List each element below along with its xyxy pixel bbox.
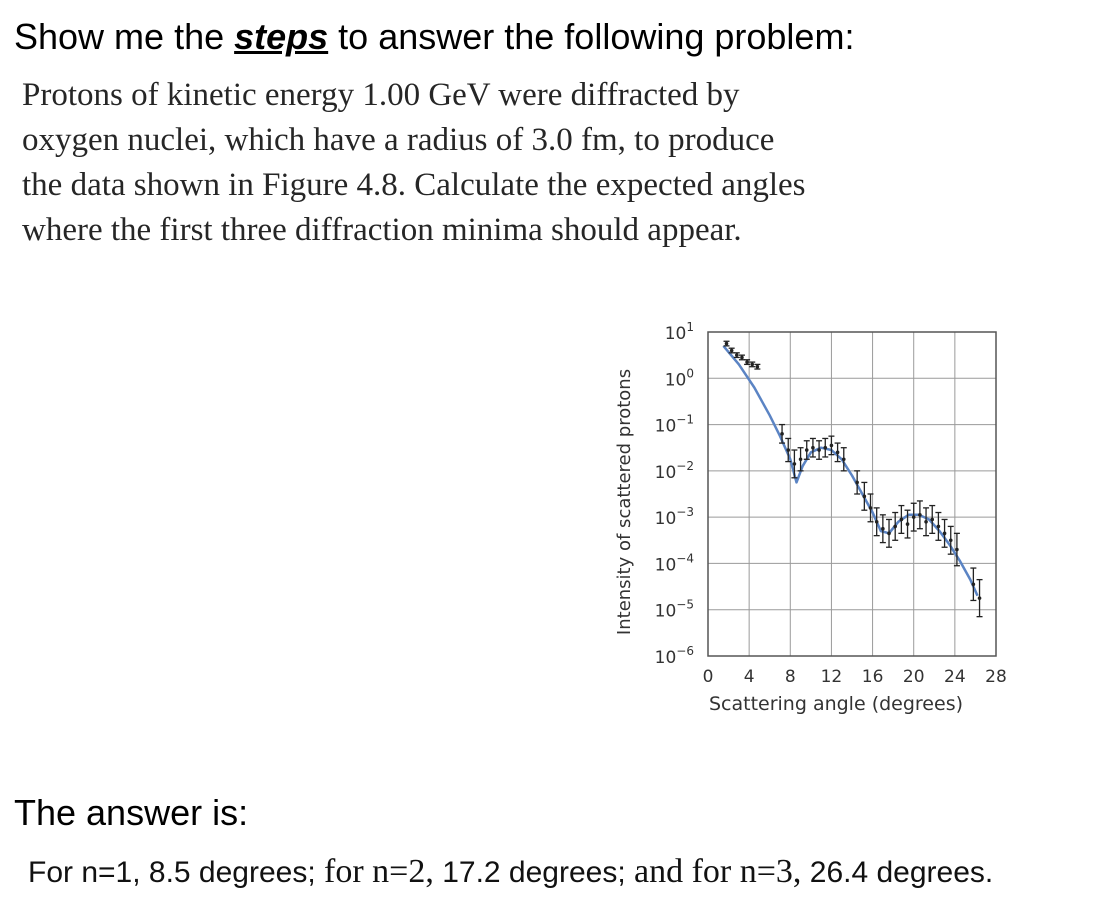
y-tick-label: $10^{-4}$ xyxy=(654,551,694,576)
prompt-heading xyxy=(14,12,854,62)
problem-line: the data shown in Figure 4.8. Calculate the expected angles xyxy=(22,167,806,203)
x-axis-label: Scattering angle (degrees) xyxy=(708,693,964,715)
x-tick-label: 16 xyxy=(861,667,884,687)
y-axis-label: Intensity of scattered protons xyxy=(614,368,635,636)
data-point xyxy=(855,481,859,485)
problem-line: oxygen nuclei, which have a radius of 3.0 fm, to produce xyxy=(22,122,775,158)
y-tick-label: $10^1$ xyxy=(664,320,694,344)
problem-line: Protons of kinetic energy 1.00 GeV were diffracted by xyxy=(22,77,740,113)
data-point xyxy=(930,518,934,522)
x-tick-label: 4 xyxy=(743,667,755,687)
data-point xyxy=(955,548,959,552)
data-point xyxy=(817,448,821,452)
x-tick-label: 28 xyxy=(985,667,1007,687)
x-tick-label: 24 xyxy=(944,667,966,687)
data-point xyxy=(918,513,922,517)
y-tick-label: $10^{-2}$ xyxy=(654,458,694,483)
y-tick-label: $10^{-3}$ xyxy=(654,505,694,530)
data-point xyxy=(730,349,734,353)
data-point xyxy=(811,446,815,450)
data-point xyxy=(780,432,784,436)
data-point xyxy=(836,451,840,455)
data-point xyxy=(756,365,760,369)
data-point xyxy=(881,527,885,531)
data-point xyxy=(869,506,873,510)
data-point xyxy=(842,457,846,461)
prompt-prefix: Show me the xyxy=(14,16,235,57)
data-point xyxy=(893,525,897,529)
x-tick-label: 8 xyxy=(784,667,796,687)
diffraction-chart xyxy=(600,318,1020,718)
data-point xyxy=(823,446,827,450)
data-point xyxy=(875,520,879,524)
data-point xyxy=(943,532,947,536)
data-point xyxy=(863,495,867,499)
answer-value-n2: 17.2 degrees; xyxy=(433,856,635,889)
data-point xyxy=(949,538,953,542)
data-point xyxy=(912,515,916,519)
data-point xyxy=(900,518,904,522)
answer-heading: The answer is: xyxy=(14,792,249,833)
data-point xyxy=(786,448,790,452)
y-tick-label: $10^{-1}$ xyxy=(654,412,694,437)
data-point xyxy=(750,363,754,367)
problem-line: where the first three diffraction minima should appear. xyxy=(22,212,742,248)
x-tick-label: 0 xyxy=(702,667,714,687)
answer-value-n1: 8.5 degrees; xyxy=(140,856,325,889)
prompt-suffix: to answer the following problem: xyxy=(328,16,855,57)
y-tick-label: $10^{-6}$ xyxy=(654,644,694,668)
data-point xyxy=(725,342,729,346)
data-point xyxy=(745,360,749,364)
answer-label-n1: For n=1, xyxy=(28,856,141,889)
diffraction-figure xyxy=(600,318,1020,718)
x-tick-label: 12 xyxy=(820,667,843,687)
data-point xyxy=(805,448,809,452)
answer-text xyxy=(28,849,993,896)
answer-label-n3: and for n=3, xyxy=(634,853,802,890)
data-point xyxy=(972,582,976,586)
data-point xyxy=(887,532,891,536)
data-point xyxy=(735,353,739,357)
answer-label-n2: for n=2, xyxy=(324,853,434,890)
data-point xyxy=(924,520,928,524)
data-point xyxy=(830,444,834,448)
data-point xyxy=(799,457,803,461)
y-tick-label: $10^{-5}$ xyxy=(654,597,694,622)
data-point xyxy=(740,356,744,360)
data-point xyxy=(978,596,982,600)
data-point xyxy=(793,462,797,466)
prompt-emphasis: steps xyxy=(234,16,329,57)
data-point xyxy=(906,522,910,526)
y-tick-label: $10^0$ xyxy=(664,366,694,391)
x-tick-label: 20 xyxy=(902,667,925,687)
data-point xyxy=(937,525,941,529)
answer-value-n3: 26.4 degrees. xyxy=(801,856,994,889)
problem-statement xyxy=(22,73,922,253)
